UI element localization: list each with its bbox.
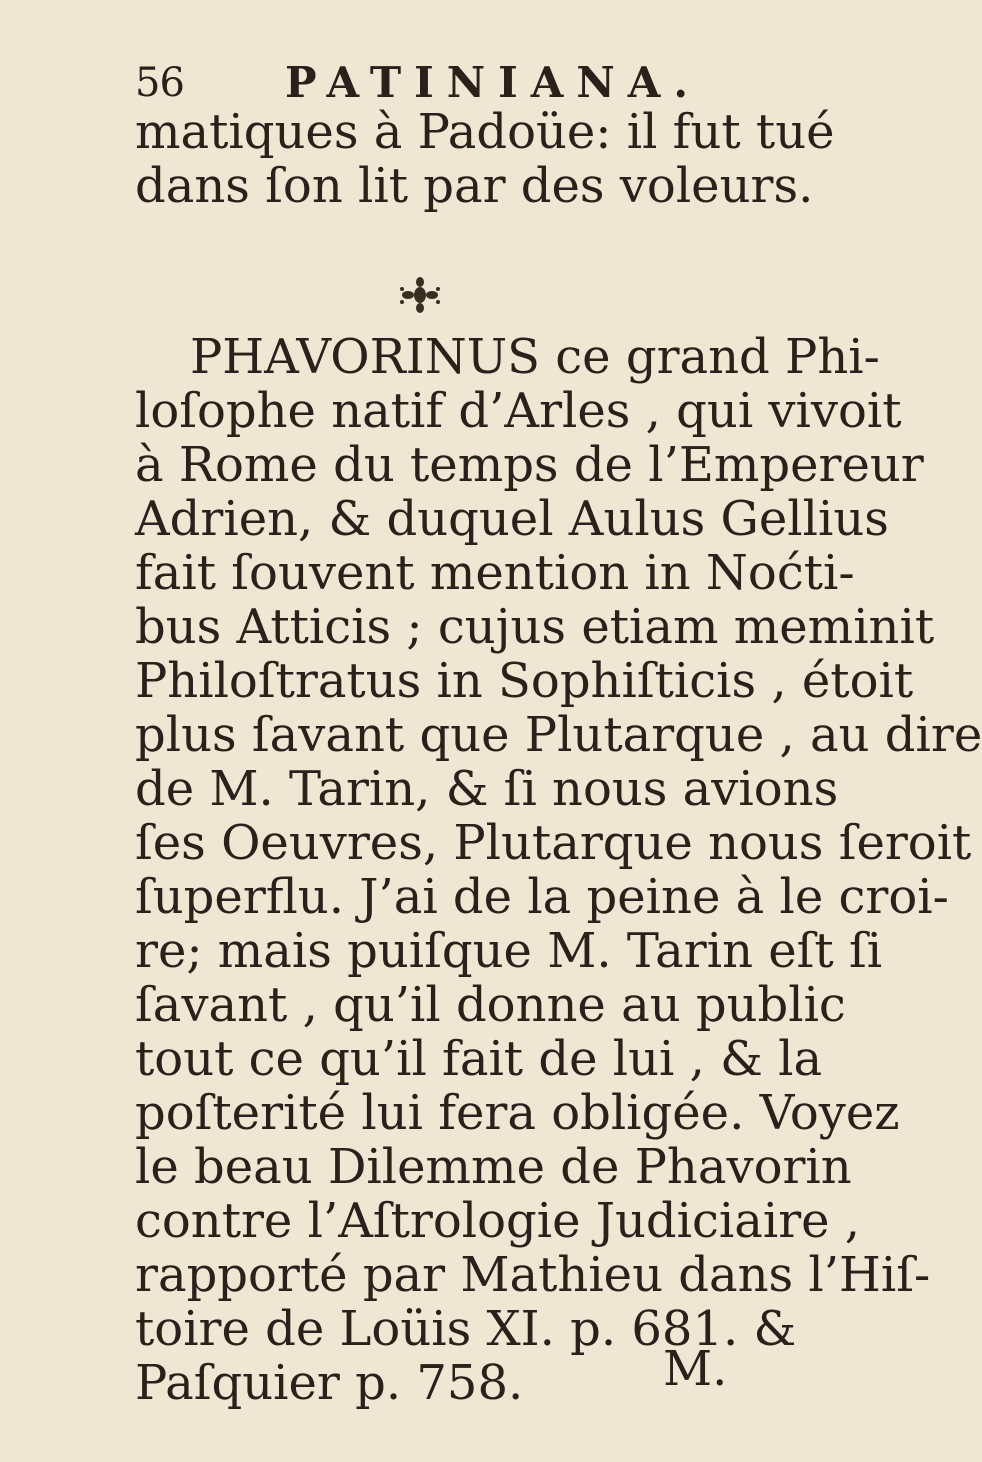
intro-text <box>135 104 835 214</box>
page-number: 56 <box>135 60 184 106</box>
fleuron-ornament-icon <box>398 275 442 315</box>
main-paragraph <box>135 329 982 1411</box>
running-title: PATINIANA. <box>285 58 701 107</box>
text-line: Paſquier p. 758. <box>135 1355 524 1411</box>
text-line: PHAVORINUS ce grand Phi- <box>190 329 880 385</box>
text-line: rapporté par Mathieu dans l’Hiſ- <box>135 1247 931 1303</box>
text-line: contre l’Aſtrologie Judiciaire , <box>135 1193 861 1249</box>
text-line: Adrien, & duquel Aulus Gellius <box>135 491 889 547</box>
text-line: Philoſtratus in Sophiſticis , étoit <box>135 653 914 709</box>
text-line: poſterité lui fera obligée. Voyez <box>135 1085 900 1141</box>
text-line: ſuperflu. J’ai de la peine à le croi- <box>135 869 949 925</box>
text-line: re; mais puiſque M. Tarin eſt ſi <box>135 923 883 979</box>
page-header <box>135 58 701 108</box>
text-line: plus ſavant que Plutarque , au dire <box>135 707 982 763</box>
text-line: matiques à Padoüe: il fut tué <box>135 104 835 160</box>
text-line: tout ce qu’il fait de lui , & la <box>135 1031 823 1087</box>
text-line: toire de Loüis XI. p. 681. & <box>135 1301 797 1357</box>
text-line: ſes Oeuvres, Plutarque nous ſeroit <box>135 815 972 871</box>
text-line: à Rome du temps de l’Empereur <box>135 437 924 493</box>
text-line: le beau Dilemme de Phavorin <box>135 1139 852 1195</box>
text-line: dans ſon lit par des voleurs. <box>135 158 814 214</box>
text-line: de M. Tarin, & ſi nous avions <box>135 761 839 817</box>
text-line: loſophe natif d’Arles , qui vivoit <box>135 383 902 439</box>
text-line: bus Atticis ; cujus etiam meminit <box>135 599 935 655</box>
text-line: fait ſouvent mention in Noćti- <box>135 545 855 601</box>
catchword: M. <box>663 1341 728 1397</box>
text-line: ſavant , qu’il donne au public <box>135 977 846 1033</box>
